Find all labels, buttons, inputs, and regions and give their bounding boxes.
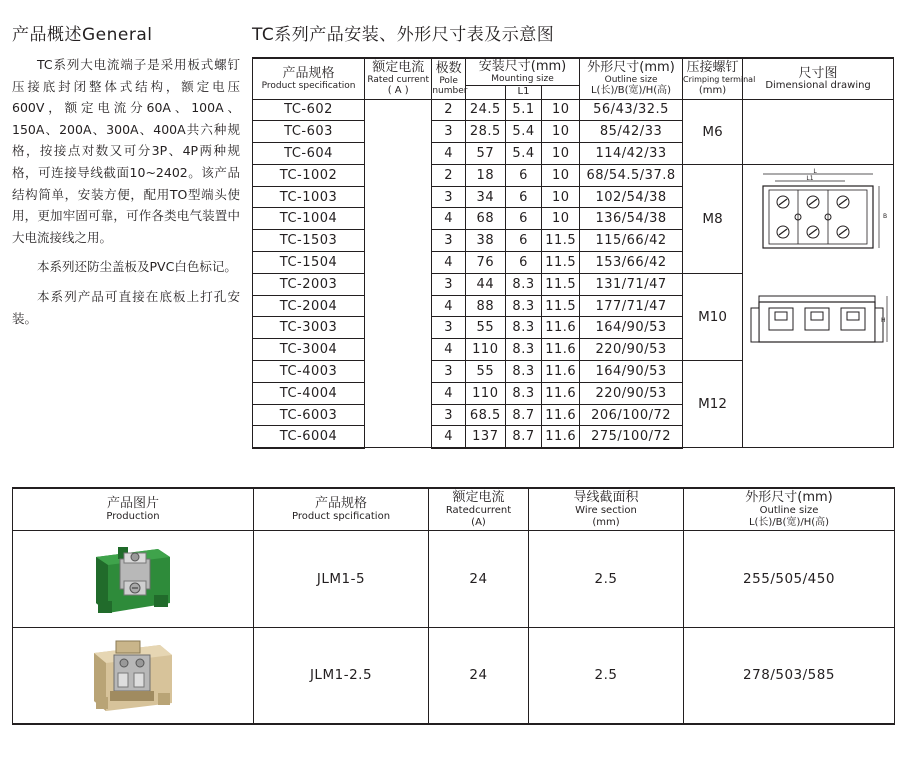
tc-spec-table <box>252 57 894 449</box>
jlm-header-photo: 产品图片 Production <box>13 488 254 530</box>
header-outline: 外形尺寸(mm) Outline size L(长)/B(宽)/H(高) <box>580 58 683 99</box>
table-row <box>13 530 895 627</box>
dimensional-drawing-cell <box>743 164 894 447</box>
outline-cell: 153/66/42 <box>580 252 683 274</box>
spec-cell: TC-3003 <box>253 317 365 339</box>
header-l1: L1 <box>505 85 542 99</box>
mount-l1-cell: 8.3 <box>505 339 542 361</box>
poles-cell: 4 <box>432 252 466 274</box>
spec-cell: TC-4003 <box>253 361 365 383</box>
poles-cell: 3 <box>432 317 466 339</box>
spec-cell: TC-1004 <box>253 208 365 230</box>
poles-cell: 2 <box>432 99 466 121</box>
spec-cell: TC-2004 <box>253 295 365 317</box>
jlm-outline-cell: 278/503/585 <box>684 627 895 724</box>
outline-cell: 275/100/72 <box>580 426 683 448</box>
screw-cell: M10 <box>683 273 743 360</box>
mount-c-cell: 11.6 <box>542 339 580 361</box>
mount-c-cell: 11.5 <box>542 252 580 274</box>
outline-cell: 68/54.5/37.8 <box>580 164 683 186</box>
outline-cell: 114/42/33 <box>580 143 683 165</box>
header-mount-blank <box>542 85 580 99</box>
mount-l1-cell: 6 <box>505 164 542 186</box>
mount-c-cell: 10 <box>542 164 580 186</box>
mount-l1-cell: 8.7 <box>505 404 542 426</box>
mount-a-cell: 68 <box>465 208 505 230</box>
poles-cell: 3 <box>432 361 466 383</box>
product-photo-beige <box>13 627 254 724</box>
spec-cell: TC-3004 <box>253 339 365 361</box>
jlm-spec-table <box>12 487 895 725</box>
mount-a-cell: 18 <box>465 164 505 186</box>
screw-cell: M12 <box>683 361 743 448</box>
beige-terminal-block-image <box>88 633 178 717</box>
mount-c-cell: 11.6 <box>542 404 580 426</box>
poles-cell: 4 <box>432 295 466 317</box>
spec-cell: TC-2003 <box>253 273 365 295</box>
jlm-header-wire: 导线截面积 Wire section (mm) <box>529 488 684 530</box>
spec-cell: TC-603 <box>253 121 365 143</box>
mount-l1-cell: 6 <box>505 252 542 274</box>
side-view-drawing <box>751 296 887 342</box>
outline-cell: 164/90/53 <box>580 317 683 339</box>
mount-a-cell: 76 <box>465 252 505 274</box>
rated-current-cell <box>365 99 432 448</box>
mount-c-cell: 10 <box>542 99 580 121</box>
intro-paragraph: 本系列产品可直接在底板上打孔安装。 <box>12 288 240 326</box>
intro-paragraph: TC系列大电流端子是采用板式螺钉压接底封闭整体式结构，额定电压600V，额定电流分60A、100A、150A、200A、300A、400A共六种规格，按接点对数又可分3P、4P两种规格，可连接导线截面10~2402。该产品结构简单，安装方便，配用TO型端头使用，更加牢固可靠，可作各类电气装置中大电流接线之用。 <box>12 57 240 245</box>
outline-cell: 177/71/47 <box>580 295 683 317</box>
mount-a-cell: 88 <box>465 295 505 317</box>
spec-cell: TC-1002 <box>253 164 365 186</box>
mount-a-cell: 55 <box>465 361 505 383</box>
tc-table-title: TC系列产品安装、外形尺寸表及示意图 <box>252 25 555 45</box>
mount-l1-cell: 6 <box>505 208 542 230</box>
mount-a-cell: 28.5 <box>465 121 505 143</box>
green-terminal-block-image <box>88 537 178 621</box>
jlm-current-cell: 24 <box>429 627 529 724</box>
jlm-spec-cell: JLM1-2.5 <box>254 627 429 724</box>
drawing-blank-cell <box>743 99 894 164</box>
spec-cell: TC-1503 <box>253 230 365 252</box>
header-poles: 极数 Pole number <box>432 58 466 99</box>
poles-cell: 3 <box>432 273 466 295</box>
label-h: H <box>881 317 886 325</box>
mount-l1-cell: 8.3 <box>505 295 542 317</box>
intro-title: 产品概述General <box>12 25 153 45</box>
mount-l1-cell: 8.3 <box>505 382 542 404</box>
mount-l1-cell: 5.4 <box>505 143 542 165</box>
mount-a-cell: 110 <box>465 339 505 361</box>
product-photo-green <box>13 530 254 627</box>
mount-c-cell: 11.6 <box>542 426 580 448</box>
spec-cell: TC-1504 <box>253 252 365 274</box>
poles-cell: 4 <box>432 208 466 230</box>
mount-l1-cell: 6 <box>505 230 542 252</box>
screw-cell: M8 <box>683 164 743 273</box>
jlm-header-spec: 产品规格 Product spcification <box>254 488 429 530</box>
outline-cell: 164/90/53 <box>580 361 683 383</box>
header-drawing: 尺寸图 Dimensional drawing <box>743 58 894 99</box>
mount-a-cell: 44 <box>465 273 505 295</box>
label-l: L <box>813 168 817 176</box>
outline-cell: 85/42/33 <box>580 121 683 143</box>
poles-cell: 3 <box>432 121 466 143</box>
label-l1: L1 <box>806 175 814 183</box>
outline-cell: 102/54/38 <box>580 186 683 208</box>
mount-a-cell: 55 <box>465 317 505 339</box>
mount-a-cell: 57 <box>465 143 505 165</box>
jlm-header-outline: 外形尺寸(mm) Outline size L(长)/B(宽)/H(高) <box>684 488 895 530</box>
mount-l1-cell: 8.7 <box>505 426 542 448</box>
mount-c-cell: 10 <box>542 186 580 208</box>
mount-l1-cell: 8.3 <box>505 317 542 339</box>
outline-cell: 206/100/72 <box>580 404 683 426</box>
outline-cell: 136/54/38 <box>580 208 683 230</box>
spec-cell: TC-6004 <box>253 426 365 448</box>
poles-cell: 3 <box>432 186 466 208</box>
mount-c-cell: 11.5 <box>542 295 580 317</box>
mount-a-cell: 38 <box>465 230 505 252</box>
mount-c-cell: 11.5 <box>542 273 580 295</box>
dimensional-drawing <box>745 166 891 446</box>
poles-cell: 3 <box>432 404 466 426</box>
outline-cell: 220/90/53 <box>580 339 683 361</box>
jlm-wire-cell: 2.5 <box>529 627 684 724</box>
spec-cell: TC-6003 <box>253 404 365 426</box>
poles-cell: 2 <box>432 164 466 186</box>
poles-cell: 4 <box>432 339 466 361</box>
top-view-drawing <box>763 168 887 248</box>
spec-cell: TC-602 <box>253 99 365 121</box>
table-row <box>253 164 894 186</box>
mount-c-cell: 10 <box>542 143 580 165</box>
header-mount-blank <box>465 85 505 99</box>
header-current: 额定电流 Rated current ( A ) <box>365 58 432 99</box>
poles-cell: 4 <box>432 382 466 404</box>
mount-c-cell: 11.5 <box>542 230 580 252</box>
intro-paragraph: 本系列还防尘盖板及PVC白色标记。 <box>37 259 237 275</box>
mount-c-cell: 11.6 <box>542 317 580 339</box>
mount-a-cell: 110 <box>465 382 505 404</box>
intro-text <box>12 54 240 337</box>
mount-l1-cell: 5.1 <box>505 99 542 121</box>
mount-c-cell: 11.6 <box>542 361 580 383</box>
mount-l1-cell: 5.4 <box>505 121 542 143</box>
mount-l1-cell: 8.3 <box>505 361 542 383</box>
table-row <box>13 627 895 724</box>
label-b: B <box>883 213 888 221</box>
header-mounting: 安装尺寸(mm) Mounting size <box>465 58 579 85</box>
jlm-current-cell: 24 <box>429 530 529 627</box>
spec-cell: TC-604 <box>253 143 365 165</box>
jlm-header-current: 额定电流 Ratedcurrent (A) <box>429 488 529 530</box>
poles-cell: 4 <box>432 143 466 165</box>
jlm-spec-cell: JLM1-5 <box>254 530 429 627</box>
poles-cell: 3 <box>432 230 466 252</box>
spec-cell: TC-4004 <box>253 382 365 404</box>
jlm-wire-cell: 2.5 <box>529 530 684 627</box>
mount-l1-cell: 6 <box>505 186 542 208</box>
spec-cell: TC-1003 <box>253 186 365 208</box>
mount-a-cell: 137 <box>465 426 505 448</box>
mount-c-cell: 10 <box>542 208 580 230</box>
table-row <box>253 99 894 121</box>
mount-a-cell: 34 <box>465 186 505 208</box>
outline-cell: 131/71/47 <box>580 273 683 295</box>
outline-cell: 220/90/53 <box>580 382 683 404</box>
outline-cell: 56/43/32.5 <box>580 99 683 121</box>
outline-cell: 115/66/42 <box>580 230 683 252</box>
mount-a-cell: 24.5 <box>465 99 505 121</box>
mount-c-cell: 10 <box>542 121 580 143</box>
header-screw: 压接螺钉 Crimping terminal (mm) <box>683 58 743 99</box>
header-spec: 产品规格 Product specification <box>253 58 365 99</box>
mount-a-cell: 68.5 <box>465 404 505 426</box>
mount-l1-cell: 8.3 <box>505 273 542 295</box>
poles-cell: 4 <box>432 426 466 448</box>
jlm-outline-cell: 255/505/450 <box>684 530 895 627</box>
screw-cell: M6 <box>683 99 743 164</box>
mount-c-cell: 11.6 <box>542 382 580 404</box>
